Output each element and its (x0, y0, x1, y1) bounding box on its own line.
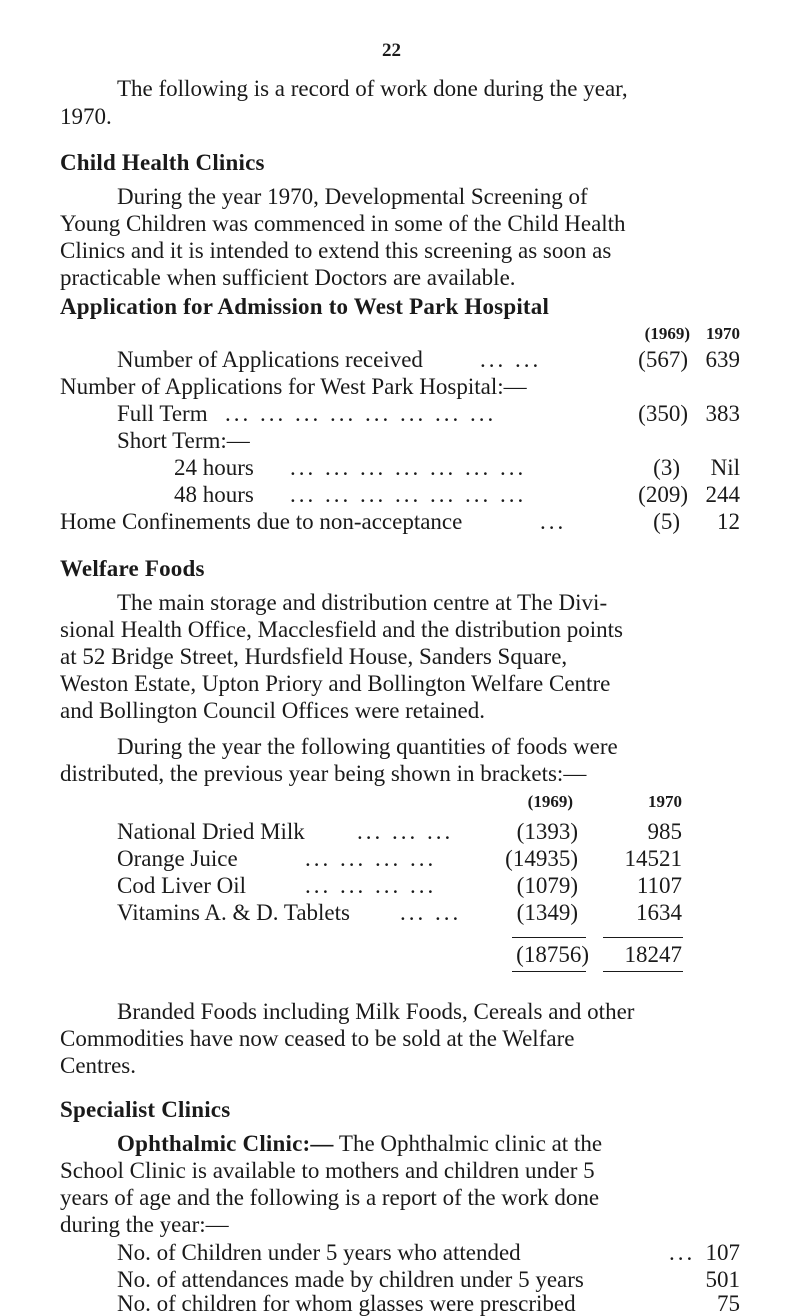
ophthalmic-text: The Ophthalmic clinic at the (338, 1131, 603, 1156)
child-health-line: practicable when sufficient Doctors are available. (60, 265, 516, 290)
total-rule-top-1970 (603, 937, 683, 938)
welfare-total-1969: (18756) (516, 942, 589, 967)
row-label: 24 hours (174, 455, 254, 480)
child-health-line: During the year 1970, Developmental Screening of (117, 184, 588, 209)
west-park-col-1970: 1970 (706, 324, 740, 343)
welfare-para-line: Commodities have now ceased to be sold at the Welfare (60, 1026, 575, 1051)
welfare-para-line: Centres. (60, 1053, 137, 1078)
row-value-1970: 1634 (636, 900, 682, 925)
west-park-heading: Application for Admission to West Park Hospital (60, 294, 550, 319)
row-value-1970: 1107 (636, 873, 682, 898)
row-leader-dots: ... ... ... ... (305, 846, 437, 871)
page-number: 22 (382, 40, 401, 61)
row-label: Cod Liver Oil (117, 873, 247, 898)
welfare-heading: Welfare Foods (60, 556, 205, 581)
row-value-1970: 14521 (624, 846, 682, 871)
row-leader-dots: ... (669, 1240, 696, 1265)
row-label: Full Term (117, 401, 208, 426)
row-value-1969: (209) (638, 482, 688, 507)
row-leader-dots: ... ... (480, 347, 542, 372)
row-value-1969: (1349) (516, 900, 578, 925)
row-label: Number of Applications received (117, 347, 423, 372)
welfare-para-line: Weston Estate, Upton Priory and Bollington Welfare Centre (60, 671, 611, 696)
row-value: 501 (705, 1267, 740, 1292)
welfare-total-1970: 18247 (624, 942, 682, 967)
row-leader-dots: ... ... ... ... (305, 873, 437, 898)
row-value-1970: 244 (705, 482, 740, 507)
ophthalmic-subheading: Ophthalmic Clinic:— (117, 1131, 334, 1156)
welfare-para-line: Branded Foods including Milk Foods, Cereals and other (117, 999, 635, 1024)
row-label: Home Confinements due to non-acceptance (60, 509, 463, 534)
row-value: 75 (717, 1291, 740, 1316)
row-leader-dots: ... ... ... ... ... ... ... (290, 455, 527, 480)
row-value-1969: (350) (638, 401, 688, 426)
row-label: No. of attendances made by children under 5 years (117, 1267, 584, 1292)
row-leader-dots: ... ... ... ... ... ... ... (290, 482, 527, 507)
intro-line-1: The following is a record of work done during the year, (117, 76, 628, 101)
row-value-1970: 639 (705, 347, 740, 372)
total-rule-bottom-1969 (512, 971, 586, 972)
child-health-line: Young Children was commenced in some of the Child Health (60, 211, 626, 236)
child-health-heading: Child Health Clinics (60, 150, 265, 175)
row-leader-dots: ... ... (400, 900, 462, 925)
row-label: National Dried Milk (117, 819, 305, 844)
row-value: 107 (705, 1240, 740, 1265)
row-value-1969: (3) (653, 455, 680, 480)
row-value-1969: (5) (653, 509, 680, 534)
row-value-1969: (1079) (516, 873, 578, 898)
welfare-para-line: The main storage and distribution centre at The Divi- (117, 590, 608, 615)
row-label: No. of Children under 5 years who attended (117, 1240, 521, 1265)
ophthalmic-line: School Clinic is available to mothers and children under 5 (60, 1158, 595, 1183)
total-rule-top-1969 (512, 937, 586, 938)
row-value-1970: 985 (647, 819, 682, 844)
row-value-1970: 12 (717, 509, 740, 534)
row-value-1969: (567) (638, 347, 688, 372)
row-leader-dots: ... (540, 509, 567, 534)
row-value-1969: (1393) (516, 819, 578, 844)
welfare-para-line: at 52 Bridge Street, Hurdsfield House, Sanders Square, (60, 644, 568, 669)
row-label: Number of Applications for West Park Hospital:— (60, 374, 527, 399)
row-label: 48 hours (174, 482, 254, 507)
welfare-para-line: During the year the following quantities of foods were (117, 734, 618, 759)
ophthalmic-line-1 (117, 1131, 602, 1157)
specialist-heading: Specialist Clinics (60, 1097, 231, 1122)
child-health-line: Clinics and it is intended to extend this screening as soon as (60, 238, 612, 263)
row-label: Short Term:— (117, 428, 250, 453)
west-park-col-1969: (1969) (644, 324, 690, 343)
welfare-para-line: distributed, the previous year being shown in brackets:— (60, 761, 587, 786)
row-label: Orange Juice (117, 846, 238, 871)
row-value-1969: (14935) (505, 846, 578, 871)
ophthalmic-line: during the year:— (60, 1212, 229, 1237)
row-label: No. of children for whom glasses were prescribed (117, 1291, 576, 1316)
row-value-1970: 383 (705, 401, 740, 426)
welfare-para-line: sional Health Office, Macclesfield and the distribution points (60, 617, 623, 642)
row-value-1970: Nil (710, 455, 740, 480)
intro-line-2: 1970. (60, 104, 112, 129)
row-label: Vitamins A. & D. Tablets (117, 900, 350, 925)
welfare-para-line: and Bollington Council Offices were retained. (60, 698, 485, 723)
ophthalmic-line: years of age and the following is a report of the work done (60, 1185, 600, 1210)
row-leader-dots: ... ... ... (357, 819, 454, 844)
welfare-col-1969: (1969) (527, 792, 573, 811)
total-rule-bottom-1970 (603, 971, 683, 972)
row-leader-dots: ... ... ... ... ... ... ... ... (225, 401, 497, 426)
welfare-col-1970: 1970 (648, 792, 682, 811)
